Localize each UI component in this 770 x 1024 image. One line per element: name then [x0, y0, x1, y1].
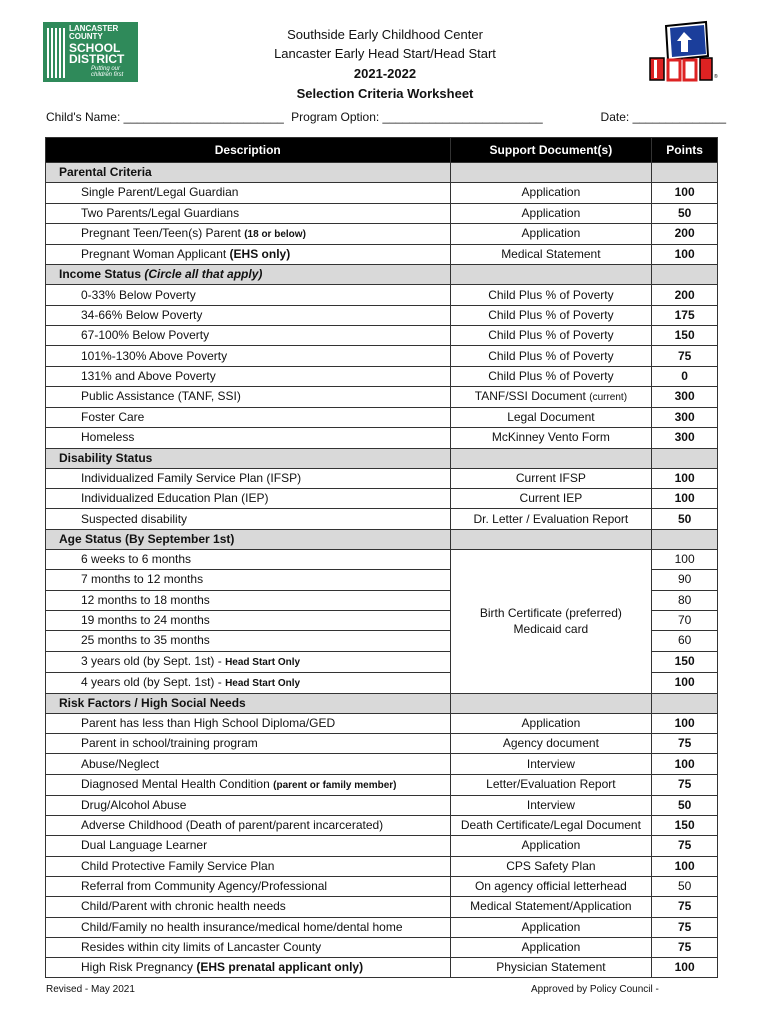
table-row: Adverse Childhood (Death of parent/parent incarcerated) Death Certificate/Legal Document 150: [46, 816, 718, 836]
program-name: Lancaster Early Head Start/Head Start: [274, 46, 496, 61]
table-row: Two Parents/Legal Guardians Application 50: [46, 203, 718, 223]
age-support-document: Birth Certificate (preferred) Medicaid card: [450, 550, 652, 693]
center-name: Southside Early Childhood Center: [287, 27, 483, 42]
table-row: Resides within city limits of Lancaster County Application 75: [46, 937, 718, 957]
revised-date: Revised - May 2021: [46, 984, 135, 995]
section-row-age: Age Status (By September 1st): [46, 529, 718, 549]
table-row: 0-33% Below Poverty Child Plus % of Poverty 200: [46, 285, 718, 305]
table-row: Pregnant Teen/Teen(s) Parent (18 or below) Application 200: [46, 223, 718, 244]
logo-tagline: Putting our children first: [91, 66, 124, 78]
criteria-table: [45, 137, 718, 978]
child-name-field[interactable]: Child's Name: ________________________: [46, 110, 284, 124]
table-row: 34-66% Below Poverty Child Plus % of Poverty 175: [46, 305, 718, 325]
table-row: Individualized Education Plan (IEP) Current IEP 100: [46, 489, 718, 509]
logo-line2: SCHOOL DISTRICT: [69, 41, 125, 66]
table-row: 131% and Above Poverty Child Plus % of Poverty 0: [46, 366, 718, 386]
table-row: 12 months to 18 months 80: [46, 590, 718, 610]
table-row: Dual Language Learner Application 75: [46, 836, 718, 856]
table-row: Individualized Family Service Plan (IFSP) Current IFSP 100: [46, 468, 718, 488]
table-row: Parent in school/training program Agency document 75: [46, 734, 718, 754]
table-row: 19 months to 24 months 70: [46, 610, 718, 630]
table-row: Single Parent/Legal Guardian Application 100: [46, 183, 718, 203]
table-row: Homeless McKinney Vento Form 300: [46, 428, 718, 448]
table-row: 6 weeks to 6 months Birth Certificate (preferred) Medicaid card 100: [46, 550, 718, 570]
table-row: Referral from Community Agency/Professional On agency official letterhead 50: [46, 876, 718, 896]
description-header: Description: [46, 138, 451, 163]
table-row: 4 years old (by Sept. 1st) - Head Start Only 100: [46, 672, 718, 693]
section-row-disability: Disability Status: [46, 448, 718, 468]
table-header-row: [46, 138, 718, 163]
date-field[interactable]: Date: ______________: [600, 110, 726, 124]
table-row: Pregnant Woman Applicant (EHS only) Medical Statement 100: [46, 244, 718, 264]
section-row-parental: [46, 163, 718, 183]
table-row: 3 years old (by Sept. 1st) - Head Start Only 150: [46, 651, 718, 672]
table-row: Child Protective Family Service Plan CPS Safety Plan 100: [46, 856, 718, 876]
table-row: Public Assistance (TANF, SSI) TANF/SSI Document (current) 300: [46, 386, 718, 407]
school-year: 2021-2022: [353, 66, 417, 81]
table-row: Parent has less than High School Diploma/GED Application 100: [46, 713, 718, 733]
table-row: Child/Parent with chronic health needs Medical Statement/Application 75: [46, 897, 718, 917]
table-row: 101%-130% Above Poverty Child Plus % of Poverty 75: [46, 346, 718, 366]
support-header: Support Document(s): [450, 138, 652, 163]
program-option-field[interactable]: Program Option: ________________________: [291, 110, 543, 124]
table-row: Child/Family no health insurance/medical home/dental home Application 75: [46, 917, 718, 937]
table-row: High Risk Pregnancy (EHS prenatal applicant only) Physician Statement 100: [46, 958, 718, 978]
section-row-risk: Risk Factors / High Social Needs: [46, 693, 718, 713]
table-row: 25 months to 35 months 60: [46, 631, 718, 651]
section-row-income: Income Status (Circle all that apply): [46, 265, 718, 285]
logo-line1: LANCASTER COUNTY: [69, 24, 119, 41]
approval-note: Approved by Policy Council -: [531, 984, 659, 995]
table-row: Foster Care Legal Document 300: [46, 407, 718, 427]
section-title: Parental Criteria: [46, 163, 451, 183]
worksheet-title: Selection Criteria Worksheet: [296, 86, 474, 101]
table-row: Abuse/Neglect Interview 100: [46, 754, 718, 774]
form-fields: [46, 110, 726, 124]
table-row: Suspected disability Dr. Letter / Evaluation Report 50: [46, 509, 718, 529]
table-row: Drug/Alcohol Abuse Interview 50: [46, 795, 718, 815]
svg-text:®: ®: [714, 74, 718, 80]
table-row: 7 months to 12 months 90: [46, 570, 718, 590]
table-row: Diagnosed Mental Health Condition (parent or family member) Letter/Evaluation Report 75: [46, 774, 718, 795]
table-row: 67-100% Below Poverty Child Plus % of Poverty 150: [46, 326, 718, 346]
points-header: Points: [652, 138, 718, 163]
